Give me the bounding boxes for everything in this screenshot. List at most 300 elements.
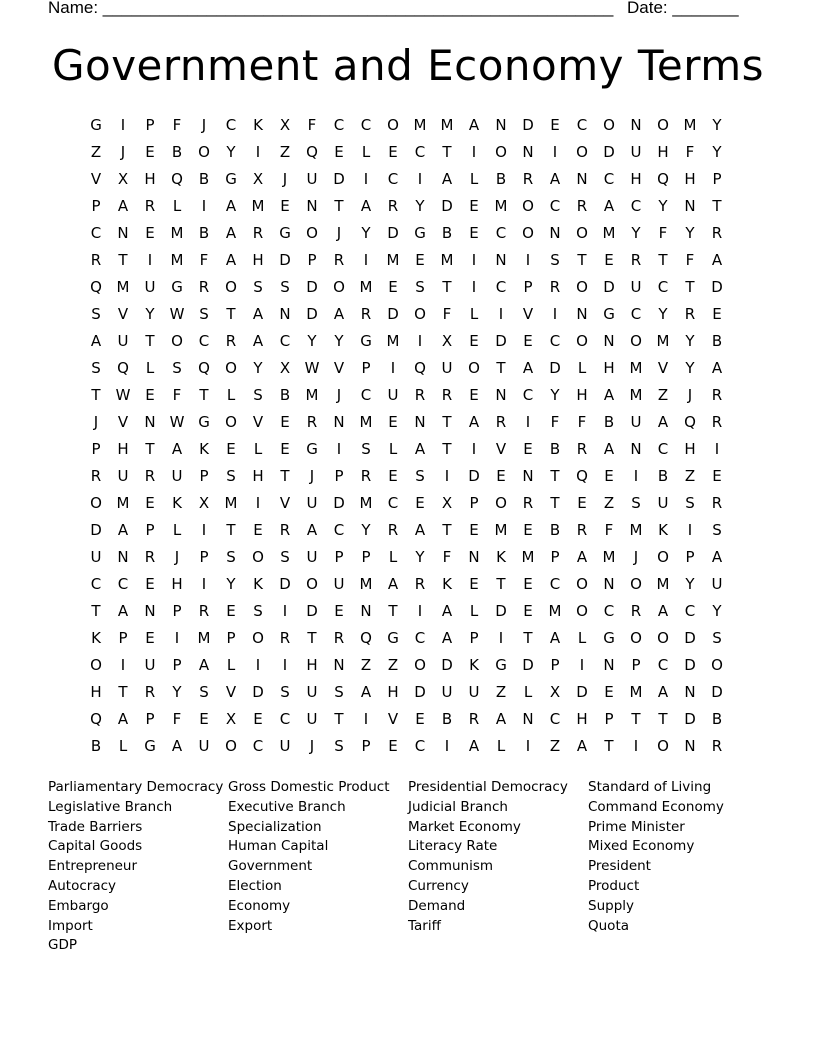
grid-letter: X [198,494,210,512]
grid-letter: S [280,278,290,296]
grid-letter: R [414,386,426,404]
grid-letter: N [306,197,318,215]
grid-letter: Y [658,305,668,323]
grid-letter: S [685,494,695,512]
grid-letter: G [225,170,237,188]
grid-letter: U [117,467,129,485]
grid-letter: D [468,467,480,485]
grid-letter: F [172,116,182,134]
grid-letter: O [90,656,102,674]
grid-letter: U [171,467,183,485]
grid-letter: B [441,224,453,242]
grid-letter: A [171,440,183,458]
grid-letter: T [442,413,452,431]
grid-letter: D [576,683,588,701]
grid-letter: U [630,413,642,431]
grid-letter: R [90,251,102,269]
grid-letter: N [117,224,129,242]
grid-letter: M [683,116,697,134]
grid-letter: R [522,494,534,512]
grid-letter: H [684,170,696,188]
grid-letter: T [712,197,722,215]
grid-letter: B [657,467,669,485]
grid-letter: I [363,170,369,188]
grid-letter: T [550,467,560,485]
grid-row [83,490,733,516]
grid-letter: N [603,656,615,674]
grid-letter: E [226,440,236,458]
grid-letter: U [630,278,642,296]
grid-letter: N [279,305,291,323]
grid-letter: N [144,602,156,620]
grid-letter: E [253,521,263,539]
word-list-item: President [588,858,651,875]
grid-letter: Q [684,413,696,431]
grid-letter: B [198,170,210,188]
grid-letter: T [523,629,533,647]
grid-letter: H [684,440,696,458]
grid-row [83,193,733,219]
grid-letter: O [171,332,183,350]
grid-letter: A [225,251,237,269]
word-list-item: Mixed Economy [588,838,695,855]
grid-letter: N [603,332,615,350]
grid-letter: T [658,710,668,728]
grid-letter: I [552,143,558,161]
grid-letter: G [306,440,318,458]
grid-row [83,355,733,381]
grid-letter: M [116,278,130,296]
grid-letter: S [415,467,425,485]
grid-letter: E [280,197,290,215]
word-column [588,778,768,936]
grid-letter: R [279,629,291,647]
grid-letter: R [576,197,588,215]
grid-letter: T [442,278,452,296]
grid-letter: Q [90,278,102,296]
grid-letter: U [306,170,318,188]
grid-letter: Z [360,656,372,674]
grid-letter: I [525,413,531,431]
grid-letter: T [577,251,587,269]
grid-letter: X [252,170,264,188]
grid-letter: F [199,251,209,269]
grid-letter: F [685,251,695,269]
grid-letter: U [441,683,453,701]
grid-letter: C [90,224,102,242]
grid-letter: V [387,710,399,728]
grid-letter: O [252,629,264,647]
grid-letter: R [549,278,561,296]
grid-letter: M [656,575,670,593]
grid-letter: C [198,332,210,350]
grid-letter: A [522,359,534,377]
grid-letter: I [525,737,531,755]
grid-letter: U [144,278,156,296]
grid-letter: Y [361,224,371,242]
grid-letter: L [226,386,236,404]
grid-letter: R [630,251,642,269]
grid-letter: Z [549,737,561,755]
grid-letter: M [386,251,400,269]
word-list-item: Capital Goods [48,838,143,855]
grid-letter: D [333,494,345,512]
grid-letter: L [577,629,587,647]
grid-letter: C [414,629,426,647]
grid-letter: K [496,548,506,566]
grid-row [83,274,733,300]
grid-letter: F [604,521,614,539]
grid-letter: C [549,710,561,728]
grid-letter: T [334,197,344,215]
grid-letter: O [333,278,345,296]
grid-row [83,706,733,732]
grid-letter: T [199,386,209,404]
grid-letter: E [145,143,155,161]
grid-letter: W [169,413,185,431]
grid-letter: H [144,170,156,188]
grid-letter: E [496,467,506,485]
grid-letter: K [658,521,668,539]
grid-letter: A [549,629,561,647]
grid-letter: M [602,548,616,566]
grid-letter: C [117,575,129,593]
grid-letter: E [388,143,398,161]
grid-letter: T [604,737,614,755]
grid-letter: T [145,440,155,458]
grid-letter: K [91,629,101,647]
grid-letter: D [441,197,453,215]
grid-letter: L [469,602,479,620]
grid-letter: W [304,359,320,377]
word-list-item: Import [48,917,93,934]
grid-letter: Q [171,170,183,188]
word-list-item: Demand [408,897,466,914]
grid-letter: U [198,737,210,755]
grid-letter: D [333,170,345,188]
grid-letter: M [359,575,373,593]
grid-letter: C [549,197,561,215]
grid-letter: R [333,629,345,647]
grid-letter: D [90,521,102,539]
grid-letter: M [440,251,454,269]
grid-letter: R [711,413,723,431]
grid-letter: P [550,548,560,566]
grid-letter: L [388,440,398,458]
grid-letter: Y [712,116,722,134]
grid-letter: L [172,197,182,215]
grid-letter: G [603,629,615,647]
grid-letter: A [171,737,183,755]
grid-letter: J [309,467,315,485]
grid-letter: U [90,548,102,566]
grid-letter: O [414,656,426,674]
grid-letter: D [441,656,453,674]
grid-row [83,328,733,354]
grid-letter: L [253,440,263,458]
grid-letter: D [522,116,534,134]
grid-letter: I [201,197,207,215]
grid-letter: Y [685,224,695,242]
grid-letter: A [576,548,588,566]
grid-letter: D [684,629,696,647]
grid-letter: P [361,737,371,755]
grid-letter: T [145,332,155,350]
grid-letter: E [199,710,209,728]
name-field-label: Name: ______________________________________________________ [48,0,614,17]
grid-letter: A [468,737,480,755]
grid-letter: B [711,710,723,728]
grid-letter: F [442,305,452,323]
grid-letter: O [630,629,642,647]
grid-letter: M [629,683,643,701]
grid-letter: N [333,413,345,431]
grid-letter: G [198,413,210,431]
word-list-item: Executive Branch [228,798,346,815]
grid-letter: J [120,143,126,161]
grid-letter: C [603,602,615,620]
grid-letter: A [225,197,237,215]
grid-letter: J [336,386,342,404]
grid-letter: R [333,251,345,269]
word-list-item: Supply [588,897,635,914]
grid-letter: U [306,710,318,728]
grid-letter: I [498,629,504,647]
grid-letter: J [282,170,288,188]
grid-letter: Y [415,197,425,215]
grid-letter: T [226,305,236,323]
grid-letter: V [657,359,669,377]
grid-letter: T [226,521,236,539]
grid-letter: D [387,224,399,242]
grid-letter: M [629,386,643,404]
grid-letter: C [279,332,291,350]
grid-letter: I [336,440,342,458]
grid-letter: R [495,413,507,431]
grid-letter: T [307,629,317,647]
grid-letter: Y [712,602,722,620]
grid-letter: M [224,494,238,512]
grid-letter: M [494,521,508,539]
grid-row [83,139,733,165]
grid-letter: Z [495,683,507,701]
word-list-item: Judicial Branch [408,798,508,815]
grid-letter: P [334,548,344,566]
header-row [48,0,748,19]
grid-letter: U [630,143,642,161]
grid-letter: P [199,467,209,485]
grid-letter: H [252,467,264,485]
grid-letter: A [549,170,561,188]
grid-letter: X [441,332,453,350]
grid-letter: A [711,359,723,377]
grid-letter: S [172,359,182,377]
grid-letter: A [468,413,480,431]
grid-letter: V [279,494,291,512]
grid-letter: G [144,737,156,755]
grid-letter: E [469,575,479,593]
grid-letter: A [360,683,372,701]
grid-letter: Z [387,656,399,674]
grid-letter: R [225,332,237,350]
grid-letter: E [280,413,290,431]
grid-letter: O [225,737,237,755]
grid-letter: N [576,170,588,188]
grid-row [83,166,733,192]
grid-letter: C [522,386,534,404]
grid-letter: C [657,656,669,674]
grid-letter: E [523,440,533,458]
word-list-item: Currency [408,877,469,894]
grid-letter: R [522,170,534,188]
grid-letter: U [387,386,399,404]
grid-letter: V [495,440,507,458]
grid-letter: P [712,170,722,188]
grid-letter: Y [226,143,236,161]
grid-letter: H [603,359,615,377]
grid-letter: G [495,656,507,674]
grid-letter: D [495,332,507,350]
grid-letter: Y [550,386,560,404]
grid-letter: N [495,251,507,269]
grid-letter: I [363,710,369,728]
grid-letter: I [363,251,369,269]
grid-letter: C [360,386,372,404]
grid-letter: U [333,575,345,593]
grid-letter: T [550,494,560,512]
grid-letter: N [630,116,642,134]
grid-letter: V [90,170,102,188]
grid-letter: J [174,548,180,566]
grid-letter: N [522,143,534,161]
grid-letter: N [684,737,696,755]
grid-letter: A [117,521,129,539]
grid-letter: C [414,737,426,755]
grid-letter: C [387,494,399,512]
grid-letter: E [469,386,479,404]
grid-letter: T [118,251,128,269]
grid-letter: I [471,278,477,296]
grid-letter: F [550,413,560,431]
grid-letter: O [495,143,507,161]
grid-letter: C [387,170,399,188]
grid-letter: S [712,629,722,647]
grid-letter: C [657,278,669,296]
grid-letter: S [199,683,209,701]
grid-letter: I [714,440,720,458]
grid-letter: A [225,224,237,242]
grid-letter: P [361,548,371,566]
grid-letter: R [198,278,210,296]
grid-letter: E [523,575,533,593]
grid-letter: P [469,629,479,647]
grid-letter: R [711,737,723,755]
grid-row [83,733,733,759]
grid-letter: P [604,710,614,728]
grid-letter: R [144,197,156,215]
grid-letter: C [549,575,561,593]
grid-letter: T [631,710,641,728]
grid-letter: C [333,116,345,134]
grid-letter: C [684,602,696,620]
grid-letter: D [279,251,291,269]
grid-letter: O [414,305,426,323]
grid-letter: I [471,143,477,161]
grid-letter: O [576,143,588,161]
grid-letter: P [550,656,560,674]
grid-letter: Q [90,710,102,728]
grid-letter: C [225,116,237,134]
grid-letter: I [471,440,477,458]
grid-letter: N [495,386,507,404]
grid-letter: A [711,548,723,566]
grid-letter: D [711,683,723,701]
grid-letter: Q [306,143,318,161]
grid-letter: O [252,548,264,566]
word-list-item: Government [228,858,313,875]
grid-letter: H [630,170,642,188]
grid-letter: F [685,143,695,161]
grid-letter: Y [685,575,695,593]
grid-letter: E [712,305,722,323]
grid-letter: D [252,683,264,701]
grid-letter: H [306,656,318,674]
grid-letter: A [414,440,426,458]
grid-letter: X [225,710,237,728]
word-list-item: Gross Domestic Product [228,779,390,795]
grid-letter: A [495,710,507,728]
grid-letter: T [388,602,398,620]
grid-letter: R [468,710,480,728]
grid-letter: J [93,413,99,431]
grid-letter: R [711,224,723,242]
grid-letter: M [413,116,427,134]
grid-letter: I [552,305,558,323]
grid-letter: Q [360,629,372,647]
grid-letter: L [388,548,398,566]
grid-letter: C [630,305,642,323]
grid-letter: V [225,683,237,701]
grid-letter: Z [684,467,696,485]
grid-letter: E [469,197,479,215]
grid-letter: P [145,116,155,134]
word-list-item: Embargo [48,897,109,914]
grid-letter: E [523,332,533,350]
word-list-item: Export [228,917,273,934]
grid-letter: B [549,521,561,539]
grid-letter: M [440,116,454,134]
grid-letter: X [117,170,129,188]
grid-letter: M [521,548,535,566]
grid-letter: E [388,467,398,485]
grid-letter: V [252,413,264,431]
grid-letter: J [309,737,315,755]
grid-letter: M [386,332,400,350]
grid-letter: R [711,494,723,512]
grid-row [83,625,733,651]
grid-letter: N [522,467,534,485]
grid-letter: N [117,548,129,566]
grid-letter: D [306,278,318,296]
grid-letter: E [334,143,344,161]
word-list-item: Human Capital [228,838,329,855]
grid-letter: O [90,494,102,512]
grid-letter: Y [172,683,182,701]
grid-letter: I [201,575,207,593]
grid-letter: I [471,251,477,269]
grid-letter: J [687,386,693,404]
grid-letter: S [280,548,290,566]
